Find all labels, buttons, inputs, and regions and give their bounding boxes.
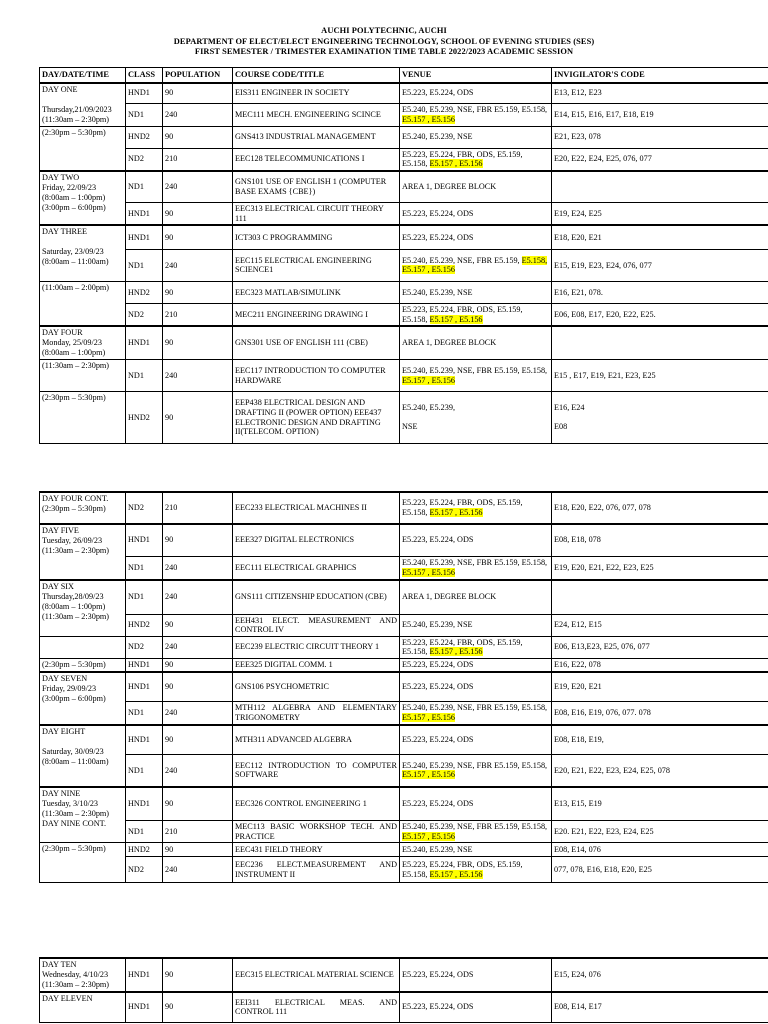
day-line <box>42 95 123 105</box>
day-date-time-cell <box>40 636 126 658</box>
day-date-time-cell <box>40 580 126 636</box>
venue-cell: E5.223, E5.224, FBR, ODS, E5.159, E5.158, E5.157 , E5.156 <box>400 857 552 883</box>
population-cell: 90 <box>163 392 233 444</box>
venue-highlight: E5.157 , E5.156 <box>402 114 455 124</box>
course-cell: GNS106 PSYCHOMETRIC <box>233 672 400 702</box>
venue-highlight: E5.157 , E5.156 <box>402 770 455 780</box>
population-cell: 90 <box>163 225 233 249</box>
column-header-venue: VENUE <box>400 68 552 83</box>
institution-name: AUCHI POLYTECHNIC, AUCHI <box>321 26 447 35</box>
venue-highlight: E5.158, E5.157 , E5.156 <box>402 255 548 275</box>
day-line: DAY SEVEN <box>42 673 88 683</box>
venue-cell: E5.240, E5.239, NSE <box>400 281 552 303</box>
course-cell: EEC236 ELECT.MEASUREMENT AND INSTRUMENT II <box>233 857 400 883</box>
invigilator-cell: 077, 078, E16, E18, E20, E25 <box>552 857 768 883</box>
population-cell: 240 <box>163 580 233 614</box>
department-name: DEPARTMENT OF ELECT/ELECT ENGINEERING TECHNOLOGY, SCHOOL OF EVENING STUDIES (SES) <box>173 36 595 46</box>
class-cell: HND2 <box>126 126 163 148</box>
day-line: Wednesday, 4/10/23 <box>42 970 109 979</box>
exam-row <box>40 821 768 843</box>
population-cell: 210 <box>163 821 233 843</box>
invigilator-cell: E15, E24, 076 <box>552 958 768 992</box>
day-line: (2:30pm – 5:30pm) <box>42 844 106 854</box>
course-cell: EEC315 ELECTRICAL MATERIAL SCIENCE <box>233 958 400 992</box>
exam-row <box>40 492 768 524</box>
day-date-time-cell <box>40 787 126 843</box>
day-date-time-cell <box>40 392 126 444</box>
invigilator-cell: E06, E13,E23, E25, 076, 077 <box>552 636 768 658</box>
exam-row <box>40 203 768 226</box>
venue-cell: E5.240, E5.239, NSE, FBR E5.159, E5.158, E5.157 , E5.156 <box>400 702 552 725</box>
day-line: (8:00am – 1:00pm) <box>42 192 106 202</box>
course-cell: GNS301 USE OF ENGLISH 111 (CBE) <box>233 326 400 360</box>
day-date-time-cell <box>40 492 126 524</box>
document-header <box>0 26 768 58</box>
venue-cell: AREA 1, DEGREE BLOCK <box>400 326 552 360</box>
day-date-time-cell <box>40 843 126 883</box>
day-line: (2:30pm – 5:30pm) <box>42 659 106 669</box>
venue-cell: E5.240, E5.239, NSE <box>400 126 552 148</box>
day-line: DAY SIX <box>42 582 74 591</box>
venue-cell: E5.240, E5.239, NSE <box>400 843 552 857</box>
invigilator-cell: E08, E16, E19, 076, 077. 078 <box>552 702 768 725</box>
day-line: Saturday, 30/09/23 <box>42 746 104 756</box>
column-header-population: POPULATION <box>163 68 233 83</box>
course-cell: EEC323 MATLAB/SIMULINK <box>233 281 400 303</box>
day-date-time-cell <box>40 83 126 127</box>
exam-row <box>40 392 768 444</box>
exam-row <box>40 148 768 171</box>
population-cell: 240 <box>163 249 233 281</box>
class-cell: HND2 <box>126 281 163 303</box>
day-line: DAY NINE <box>42 788 81 798</box>
day-line: DAY ELEVEN <box>42 994 93 1003</box>
invigilator-cell: E15, E19, E23, E24, 076, 077 <box>552 249 768 281</box>
venue-cell: E5.240, E5.239, NSE, FBR E5.159, E5.158, E5.157 , E5.156 <box>400 556 552 580</box>
invigilator-cell: E20, E22, E24, E25, 076, 077 <box>552 148 768 171</box>
day-line <box>42 638 123 648</box>
class-cell: HND1 <box>126 787 163 821</box>
course-cell: MEC211 ENGINEERING DRAWING I <box>233 303 400 326</box>
population-cell: 90 <box>163 787 233 821</box>
class-cell: ND1 <box>126 821 163 843</box>
day-line: Saturday, 23/09/23 <box>42 247 104 257</box>
day-line: (8:00am – 1:00pm) <box>42 602 106 611</box>
day-line: (2:30pm – 5:30pm) <box>42 504 106 513</box>
exam-row <box>40 614 768 636</box>
exam-row <box>40 843 768 857</box>
invigilator-cell: E18, E20, E21 <box>552 225 768 249</box>
venue-cell: E5.240, E5.239, NSE, FBR E5.159, E5.158, E5.157 , E5.156 <box>400 821 552 843</box>
course-cell: GNS413 INDUSTRIAL MANAGEMENT <box>233 126 400 148</box>
population-cell: 90 <box>163 658 233 672</box>
invigilator-cell: E21, E23, 078 <box>552 126 768 148</box>
day-line <box>42 737 123 747</box>
class-cell: HND1 <box>126 725 163 755</box>
invigilator-cell: E19, E20, E21, E22, E23, E25 <box>552 556 768 580</box>
day-line: (2:30pm – 5:30pm) <box>42 393 106 403</box>
timetable-title: FIRST SEMESTER / TRIMESTER EXAMINATION TIME TABLE 2022/2023 ACADEMIC SESSION <box>194 47 574 56</box>
day-line: (11:30am – 2:30pm) <box>42 980 110 989</box>
class-cell: ND1 <box>126 103 163 126</box>
class-cell: HND2 <box>126 614 163 636</box>
exam-row <box>40 556 768 580</box>
population-cell: 240 <box>163 755 233 787</box>
venue-cell: E5.240, E5.239, NSE, FBR E5.159, E5.158, E5.157 , E5.156 <box>400 755 552 787</box>
population-cell: 90 <box>163 672 233 702</box>
invigilator-cell <box>552 580 768 614</box>
venue-cell: E5.223, E5.224, ODS <box>400 203 552 226</box>
population-cell: 90 <box>163 524 233 556</box>
population-cell: 90 <box>163 614 233 636</box>
exam-row <box>40 171 768 203</box>
invigilator-cell: E13, E12, E23 <box>552 83 768 104</box>
class-cell: HND1 <box>126 524 163 556</box>
class-cell: ND1 <box>126 249 163 281</box>
day-date-time-cell <box>40 360 126 392</box>
invigilator-cell: E19, E24, E25 <box>552 203 768 226</box>
day-line: DAY FOUR CONT. <box>42 494 109 503</box>
invigilator-cell: E08, E18, 078 <box>552 524 768 556</box>
course-cell: EEH431 ELECT. MEASUREMENT AND CONTROL IV <box>233 614 400 636</box>
course-cell: EEC326 CONTROL ENGINEERING 1 <box>233 787 400 821</box>
course-cell: ICT303 C PROGRAMMING <box>233 225 400 249</box>
population-cell: 90 <box>163 281 233 303</box>
day-date-time-cell <box>40 725 126 787</box>
course-cell: EEI311 ELECTRICAL MEAS. AND CONTROL 111 <box>233 992 400 1022</box>
course-cell: EEC111 ELECTRICAL GRAPHICS <box>233 556 400 580</box>
exam-row <box>40 360 768 392</box>
course-cell: EEC313 ELECTRICAL CIRCUIT THEORY 111 <box>233 203 400 226</box>
venue-cell: E5.223, E5.224, ODS <box>400 725 552 755</box>
invigilator-cell: E18, E20, E22, 076, 077, 078 <box>552 492 768 524</box>
venue-cell: E5.223, E5.224, ODS <box>400 225 552 249</box>
invigilator-cell: E16, E24 E08 <box>552 392 768 444</box>
class-cell: ND1 <box>126 360 163 392</box>
venue-cell: E5.240, E5.239, NSE, FBR E5.159, E5.158, E5.157 , E5.156 <box>400 249 552 281</box>
population-cell: 210 <box>163 148 233 171</box>
venue-cell: E5.223, E5.224, FBR, ODS, E5.159, E5.158, E5.157 , E5.156 <box>400 492 552 524</box>
day-line: Thursday,28/09/23 <box>42 592 104 601</box>
population-cell: 90 <box>163 992 233 1022</box>
population-cell: 240 <box>163 702 233 725</box>
day-date-time-cell <box>40 126 126 171</box>
population-cell: 240 <box>163 857 233 883</box>
invigilator-cell: E14, E15, E16, E17, E18, E19 <box>552 103 768 126</box>
population-cell: 240 <box>163 556 233 580</box>
course-cell: GNS111 CITIZENSHIP EDUCATION (CBE) <box>233 580 400 614</box>
day-line: DAY FIVE <box>42 526 79 535</box>
exam-row <box>40 580 768 614</box>
venue-cell: AREA 1, DEGREE BLOCK <box>400 171 552 203</box>
course-cell: EEE327 DIGITAL ELECTRONICS <box>233 524 400 556</box>
course-cell: EEC233 ELECTRICAL MACHINES II <box>233 492 400 524</box>
exam-row <box>40 126 768 148</box>
day-line: DAY FOUR <box>42 328 83 338</box>
venue-cell: E5.223, E5.224, ODS <box>400 83 552 104</box>
venue-highlight: E5.157 , E5.156 <box>402 712 455 722</box>
exam-row <box>40 326 768 360</box>
day-line: (11:00am – 2:00pm) <box>42 282 110 292</box>
exam-row <box>40 658 768 672</box>
day-line: (8:00am – 11:00am) <box>42 257 109 267</box>
exam-row <box>40 725 768 755</box>
class-cell: HND1 <box>126 992 163 1022</box>
course-cell: EEE325 DIGITAL COMM. 1 <box>233 658 400 672</box>
header-row <box>40 68 768 83</box>
day-line: (8:00am – 1:00pm) <box>42 348 106 358</box>
venue-cell: E5.223, E5.224, ODS <box>400 658 552 672</box>
population-cell: 240 <box>163 636 233 658</box>
class-cell: HND2 <box>126 843 163 857</box>
course-cell: GNS101 USE OF ENGLISH 1 (COMPUTER BASE EXAMS {CBE}) <box>233 171 400 203</box>
venue-cell: E5.240, E5.239, NSE, FBR E5.159, E5.158, E5.157 , E5.156 <box>400 103 552 126</box>
day-date-time-cell <box>40 225 126 281</box>
class-cell: HND2 <box>126 392 163 444</box>
course-cell: EEC128 TELECOMMUNICATIONS I <box>233 148 400 171</box>
venue-cell: E5.223, E5.224, ODS <box>400 524 552 556</box>
course-cell: EIS311 ENGINEER IN SOCIETY <box>233 83 400 104</box>
day-date-time-cell <box>40 992 126 1022</box>
course-cell: EEP438 ELECTRICAL DESIGN AND DRAFTING II (POWER OPTION) EEE437 ELECTRONIC DESIGN AND DRAFTING II(TELECOM. OPTION) <box>233 392 400 444</box>
invigilator-cell: E16, E21, 078. <box>552 281 768 303</box>
class-cell: HND1 <box>126 83 163 104</box>
course-cell: MTH112 ALGEBRA AND ELEMENTARY TRIGONOMETRY <box>233 702 400 725</box>
population-cell: 240 <box>163 360 233 392</box>
day-line: DAY TEN <box>42 960 77 969</box>
day-line: (11:30am – 2:30pm) <box>42 612 110 621</box>
class-cell: HND1 <box>126 658 163 672</box>
class-cell: HND1 <box>126 225 163 249</box>
invigilator-cell <box>552 326 768 360</box>
population-cell: 90 <box>163 83 233 104</box>
course-cell: MEC111 MECH. ENGINEERING SCINCE <box>233 103 400 126</box>
population-cell: 90 <box>163 126 233 148</box>
timetable-section-3 <box>39 957 768 1023</box>
venue-cell: E5.223, E5.224, ODS <box>400 672 552 702</box>
invigilator-cell: E19, E20, E21 <box>552 672 768 702</box>
venue-cell: E5.223, E5.224, FBR, ODS, E5.159, E5.158, E5.157 , E5.156 <box>400 148 552 171</box>
day-line: DAY EIGHT <box>42 726 86 736</box>
day-date-time-cell <box>40 658 126 672</box>
column-header-class: CLASS <box>126 68 163 83</box>
course-cell: EEC112 INTRODUCTION TO COMPUTER SOFTWARE <box>233 755 400 787</box>
course-cell: EEC117 INTRODUCTION TO COMPUTER HARDWARE <box>233 360 400 392</box>
exam-row <box>40 249 768 281</box>
population-cell: 90 <box>163 843 233 857</box>
class-cell: ND1 <box>126 580 163 614</box>
exam-row <box>40 83 768 104</box>
venue-highlight: E5.157 , E5.156 <box>429 869 483 879</box>
exam-row <box>40 225 768 249</box>
day-line: DAY NINE CONT. <box>42 818 107 828</box>
column-header-invigilator: INVIGILATOR'S CODE <box>552 68 768 83</box>
population-cell: 90 <box>163 203 233 226</box>
exam-row <box>40 524 768 556</box>
population-cell: 210 <box>163 303 233 326</box>
exam-row <box>40 992 768 1022</box>
exam-row <box>40 636 768 658</box>
venue-cell: E5.240, E5.239, NSE <box>400 614 552 636</box>
invigilator-cell: E24, E12, E15 <box>552 614 768 636</box>
venue-cell: E5.240, E5.239, NSE <box>400 392 552 444</box>
invigilator-cell: E13, E15, E19 <box>552 787 768 821</box>
day-line: Tuesday, 3/10/23 <box>42 798 99 808</box>
population-cell: 210 <box>163 492 233 524</box>
exam-row <box>40 787 768 821</box>
day-date-time-cell <box>40 281 126 326</box>
exam-row <box>40 672 768 702</box>
class-cell: ND2 <box>126 303 163 326</box>
day-line: (8:00am – 11:00am) <box>42 756 109 766</box>
exam-row <box>40 281 768 303</box>
day-date-time-cell <box>40 958 126 992</box>
day-line <box>42 237 123 247</box>
venue-highlight: E5.157 , E5.156 <box>429 647 483 657</box>
class-cell: HND1 <box>126 958 163 992</box>
course-cell: EEC115 ELECTRICAL ENGINEERING SCIENCE1 <box>233 249 400 281</box>
venue-cell: E5.240, E5.239, NSE, FBR E5.159, E5.158, E5.157 , E5.156 <box>400 360 552 392</box>
class-cell: ND1 <box>126 556 163 580</box>
invigilator-cell <box>552 171 768 203</box>
column-header-day: DAY/DATE/TIME <box>40 68 126 83</box>
invigilator-cell: E20. E21, E22, E23, E24, E25 <box>552 821 768 843</box>
course-cell: EEC431 FIELD THEORY <box>233 843 400 857</box>
course-cell: MTH311 ADVANCED ALGEBRA <box>233 725 400 755</box>
population-cell: 90 <box>163 725 233 755</box>
day-line: (3:00pm – 6:00pm) <box>42 202 106 212</box>
course-cell: MEC113 BASIC WORKSHOP TECH. AND PRACTICE <box>233 821 400 843</box>
day-date-time-cell <box>40 326 126 360</box>
exam-row <box>40 103 768 126</box>
day-line: Monday, 25/09/23 <box>42 338 102 348</box>
class-cell: HND1 <box>126 672 163 702</box>
venue-highlight: E5.157 , E5.156 <box>429 508 483 517</box>
invigilator-cell: E06, E08, E17, E20, E22, E25. <box>552 303 768 326</box>
day-line: Friday, 22/09/23 <box>42 182 97 192</box>
population-cell: 90 <box>163 958 233 992</box>
class-cell: HND1 <box>126 203 163 226</box>
day-line: (3:00pm – 6:00pm) <box>42 693 106 703</box>
exam-row <box>40 303 768 326</box>
column-header-course: COURSE CODE/TITLE <box>233 68 400 83</box>
invigilator-cell: E08, E14, 076 <box>552 843 768 857</box>
day-line: (2:30pm – 5:30pm) <box>42 127 106 137</box>
venue-highlight: E5.157 , E5.156 <box>402 375 455 385</box>
venue-cell: E5.223, E5.224, ODS <box>400 958 552 992</box>
class-cell: ND2 <box>126 148 163 171</box>
population-cell: 240 <box>163 103 233 126</box>
class-cell: HND1 <box>126 326 163 360</box>
class-cell: ND1 <box>126 755 163 787</box>
class-cell: ND1 <box>126 702 163 725</box>
venue-highlight: E5.157 , E5.156 <box>402 567 455 577</box>
day-line: (11:30am – 2:30pm) <box>42 361 110 371</box>
day-line: DAY TWO <box>42 172 80 182</box>
day-line: (11:30am – 2:30pm) <box>42 546 110 555</box>
class-cell: ND2 <box>126 636 163 658</box>
day-date-time-cell <box>40 171 126 226</box>
venue-cell: AREA 1, DEGREE BLOCK <box>400 580 552 614</box>
day-date-time-cell <box>40 672 126 725</box>
day-line: Tuesday, 26/09/23 <box>42 536 103 545</box>
invigilator-cell: E16, E22, 078 <box>552 658 768 672</box>
invigilator-cell: E20, E21, E22, E23, E24, E25, 078 <box>552 755 768 787</box>
exam-row <box>40 702 768 725</box>
class-cell: ND2 <box>126 492 163 524</box>
venue-cell: E5.223, E5.224, ODS <box>400 992 552 1022</box>
timetable-section-1 <box>39 67 768 444</box>
day-line: Friday, 29/09/23 <box>42 683 97 693</box>
invigilator-cell: E08, E18, E19, <box>552 725 768 755</box>
day-date-time-cell <box>40 524 126 580</box>
day-line: (11:30am – 2:30pm) <box>42 808 110 818</box>
class-cell: ND2 <box>126 857 163 883</box>
class-cell: ND1 <box>126 171 163 203</box>
exam-row <box>40 857 768 883</box>
population-cell: 90 <box>163 326 233 360</box>
invigilator-cell: E15 , E17, E19, E21, E23, E25 <box>552 360 768 392</box>
venue-cell: E5.223, E5.224, FBR, ODS, E5.159, E5.158, E5.157 , E5.156 <box>400 636 552 658</box>
venue-cell: E5.223, E5.224, ODS <box>400 787 552 821</box>
timetable-section-2 <box>39 491 768 883</box>
exam-row <box>40 958 768 992</box>
course-cell: EEC239 ELECTRIC CIRCUIT THEORY 1 <box>233 636 400 658</box>
day-line: Thursday,21/09/2023 <box>42 104 112 114</box>
invigilator-cell: E08, E14, E17 <box>552 992 768 1022</box>
population-cell: 240 <box>163 171 233 203</box>
day-line: DAY THREE <box>42 227 87 237</box>
day-line: (11:30am – 2:30pm) <box>42 114 110 124</box>
venue-cell: E5.223, E5.224, FBR, ODS, E5.159, E5.158, E5.157 , E5.156 <box>400 303 552 326</box>
exam-row <box>40 755 768 787</box>
venue-highlight: E5.157 , E5.156 <box>429 314 483 324</box>
day-line: DAY ONE <box>42 84 78 94</box>
venue-highlight: E5.157 , E5.156 <box>429 159 483 169</box>
venue-highlight: E5.157 , E5.156 <box>402 831 455 841</box>
